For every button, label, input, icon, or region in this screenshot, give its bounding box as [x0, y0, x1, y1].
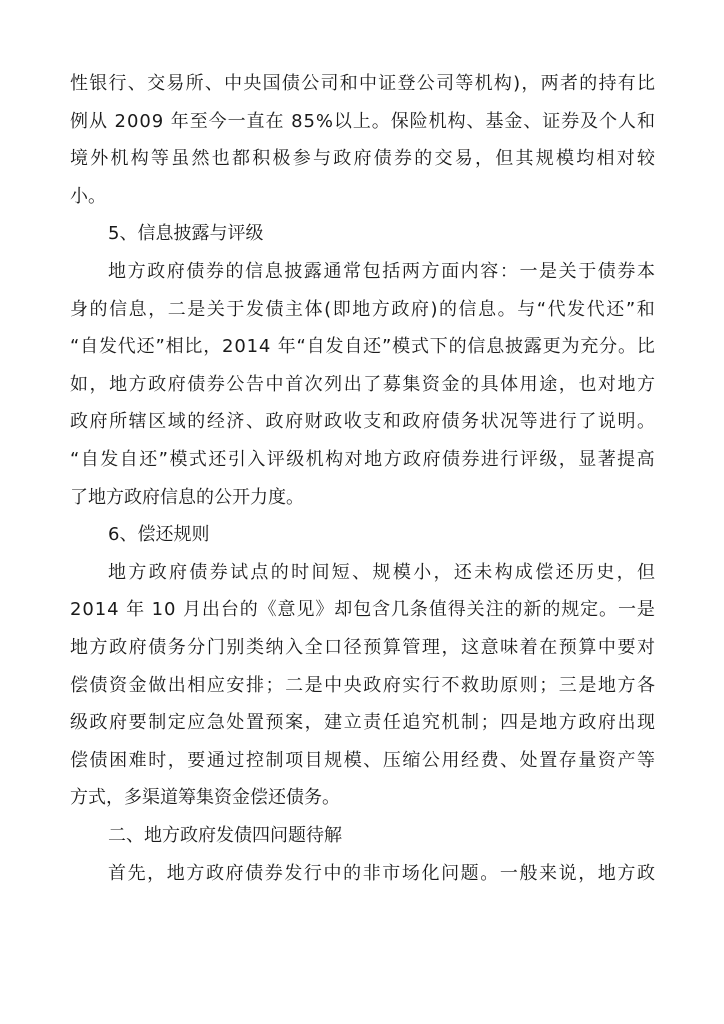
paragraph-line: 偿债困难时，要通过控制项目规模、压缩公用经费、处置存量资产等 — [70, 749, 657, 771]
paragraph-line: 方式，多渠道筹集资金偿还债务。 — [70, 787, 340, 809]
paragraph-line: 性银行、交易所、中央国债公司和中证登公司等机构)，两者的持有比 — [70, 73, 657, 94]
paragraph-first-line: 地方政府债券的信息披露通常包括两方面内容：一是关于债券本 — [108, 261, 657, 282]
paragraph-line: “自发自还”模式还引入评级机构对地方政府债券进行评级，显著提高 — [70, 449, 657, 470]
paragraph-line: 了地方政府信息的公开力度。 — [70, 486, 304, 508]
paragraph-first-line: 5、信息披露与评级 — [108, 223, 264, 245]
paragraph-line: 身的信息，二是关于发债主体(即地方政府)的信息。与“代发代还”和 — [70, 298, 657, 320]
paragraph-line: 地方政府债务分门别类纳入全口径预算管理，这意味着在预算中要对 — [70, 637, 657, 658]
paragraph-line: 政府所辖区域的经济、政府财政收支和政府债务状况等进行了说明。 — [70, 411, 657, 433]
paragraph-line: 如，地方政府债券公告中首次列出了募集资金的具体用途，也对地方 — [70, 373, 657, 395]
paragraph-line: 境外机构等虽然也都积极参与政府债券的交易，但其规模均相对较 — [70, 148, 658, 170]
paragraph-first-line: 首先，地方政府债券发行中的非市场化问题。一般来说，地方政 — [108, 862, 657, 884]
paragraph-line: 例从 2009 年至今一直在 85%以上。保险机构、基金、证券及个人和 — [70, 110, 656, 132]
paragraph-first-line: 6、偿还规则 — [108, 524, 210, 546]
paragraph-first-line: 地方政府债券试点的时间短、规模小，还未构成偿还历史，但 — [108, 561, 658, 583]
paragraph-line: “自发代还”相比，2014 年“自发自还”模式下的信息披露更为充分。比 — [70, 336, 656, 358]
paragraph-first-line: 二、地方政府发债四问题待解 — [108, 825, 342, 846]
paragraph-line: 2014 年 10 月出台的《意见》却包含几条值得关注的新的规定。一是 — [70, 599, 656, 621]
paragraph-line: 小。 — [70, 185, 106, 207]
paragraph-line: 偿债资金做出相应安排；二是中央政府实行不救助原则；三是地方各 — [70, 674, 657, 696]
paragraph-line: 级政府要制定应急处置预案，建立责任追究机制；四是地方政府出现 — [70, 712, 657, 734]
